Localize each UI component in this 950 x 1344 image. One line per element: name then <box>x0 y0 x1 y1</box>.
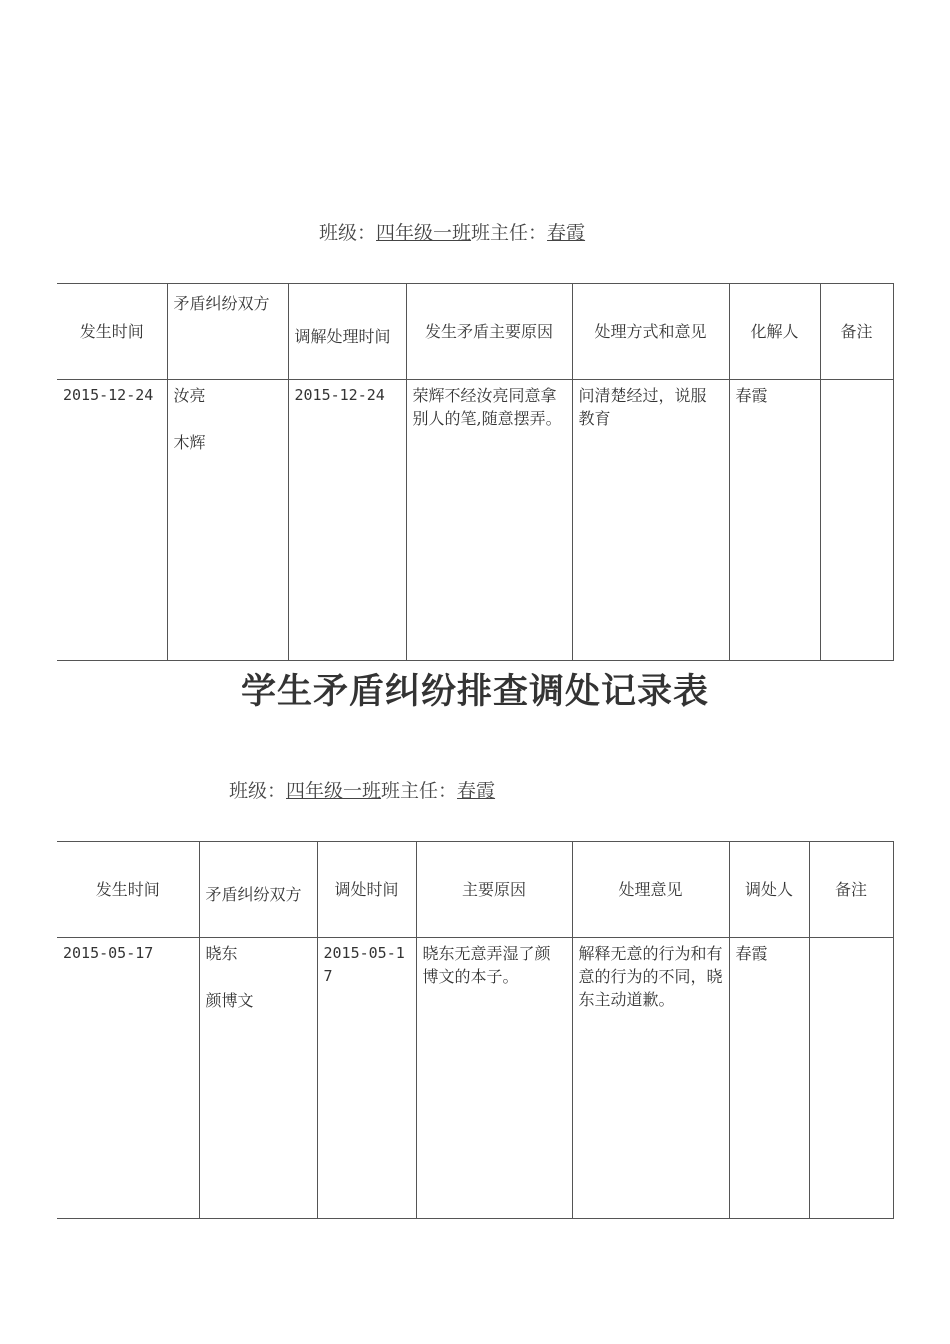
teacher-label: 班主任： <box>381 780 458 802</box>
table-row <box>57 938 893 1219</box>
teacher-value: 春霞 <box>457 780 496 802</box>
class-label: 班级： <box>319 222 377 244</box>
header-cell: 调处时间 <box>317 842 416 938</box>
date-cell: 2015-12-24 <box>57 380 167 661</box>
class-label: 班级： <box>229 780 287 802</box>
parties-cell <box>199 938 317 1219</box>
note-cell <box>809 938 893 1219</box>
header-cell: 主要原因 <box>416 842 572 938</box>
header-cell: 发生时间 <box>57 284 167 380</box>
header-cell: 发生矛盾主要原因 <box>406 284 572 380</box>
header-cell: 矛盾纠纷双方 <box>167 284 288 380</box>
header-cell: 处理方式和意见 <box>572 284 729 380</box>
teacher-label: 班主任： <box>471 222 548 244</box>
reason-cell: 荣辉不经汝亮同意拿别人的笔,随意摆弄。 <box>406 380 572 661</box>
class-value: 四年级一班 <box>286 780 382 802</box>
party-name: 汝亮 <box>173 386 206 405</box>
class-teacher-line-1 <box>319 218 585 245</box>
note-cell <box>820 380 893 661</box>
opinion-line: 问清楚经过，说服 <box>578 386 707 405</box>
page-title: 学生矛盾纠纷排查调处记录表 <box>240 672 709 712</box>
header-cell: 调处人 <box>729 842 809 938</box>
party-name: 木辉 <box>173 433 206 452</box>
opinion-cell: 解释无意的行为和有意的行为的不同，晓东主动道歉。 <box>572 938 729 1219</box>
header-cell: 处理意见 <box>572 842 729 938</box>
header-cell: 备注 <box>820 284 893 380</box>
party-name: 晓东 <box>205 944 238 963</box>
opinion-line: 教育 <box>578 409 611 428</box>
header-cell: 调解处理时间 <box>288 284 406 380</box>
header-cell: 矛盾纠纷双方 <box>199 842 317 938</box>
table-row <box>57 380 893 661</box>
header-cell: 备注 <box>809 842 893 938</box>
teacher-value: 春霞 <box>547 222 586 244</box>
date-cell: 2015-05-17 <box>57 938 199 1219</box>
table-header-row <box>57 284 893 380</box>
class-value: 四年级一班 <box>376 222 472 244</box>
parties-cell <box>167 380 288 661</box>
party-name: 颜博文 <box>205 991 254 1010</box>
mediator-cell: 春霞 <box>729 380 820 661</box>
handled-date-cell: 2015-12-24 <box>288 380 406 661</box>
opinion-cell <box>572 380 729 661</box>
header-cell: 化解人 <box>729 284 820 380</box>
reason-cell: 晓东无意弄湿了颜博文的本子。 <box>416 938 572 1219</box>
record-table-1 <box>57 283 894 661</box>
record-table-2 <box>57 841 894 1219</box>
mediator-cell: 春霞 <box>729 938 809 1219</box>
table-header-row <box>57 842 893 938</box>
handled-date-cell: 2015-05-17 <box>317 938 416 1219</box>
header-cell: 发生时间 <box>57 842 199 938</box>
class-teacher-line-2 <box>229 776 495 803</box>
